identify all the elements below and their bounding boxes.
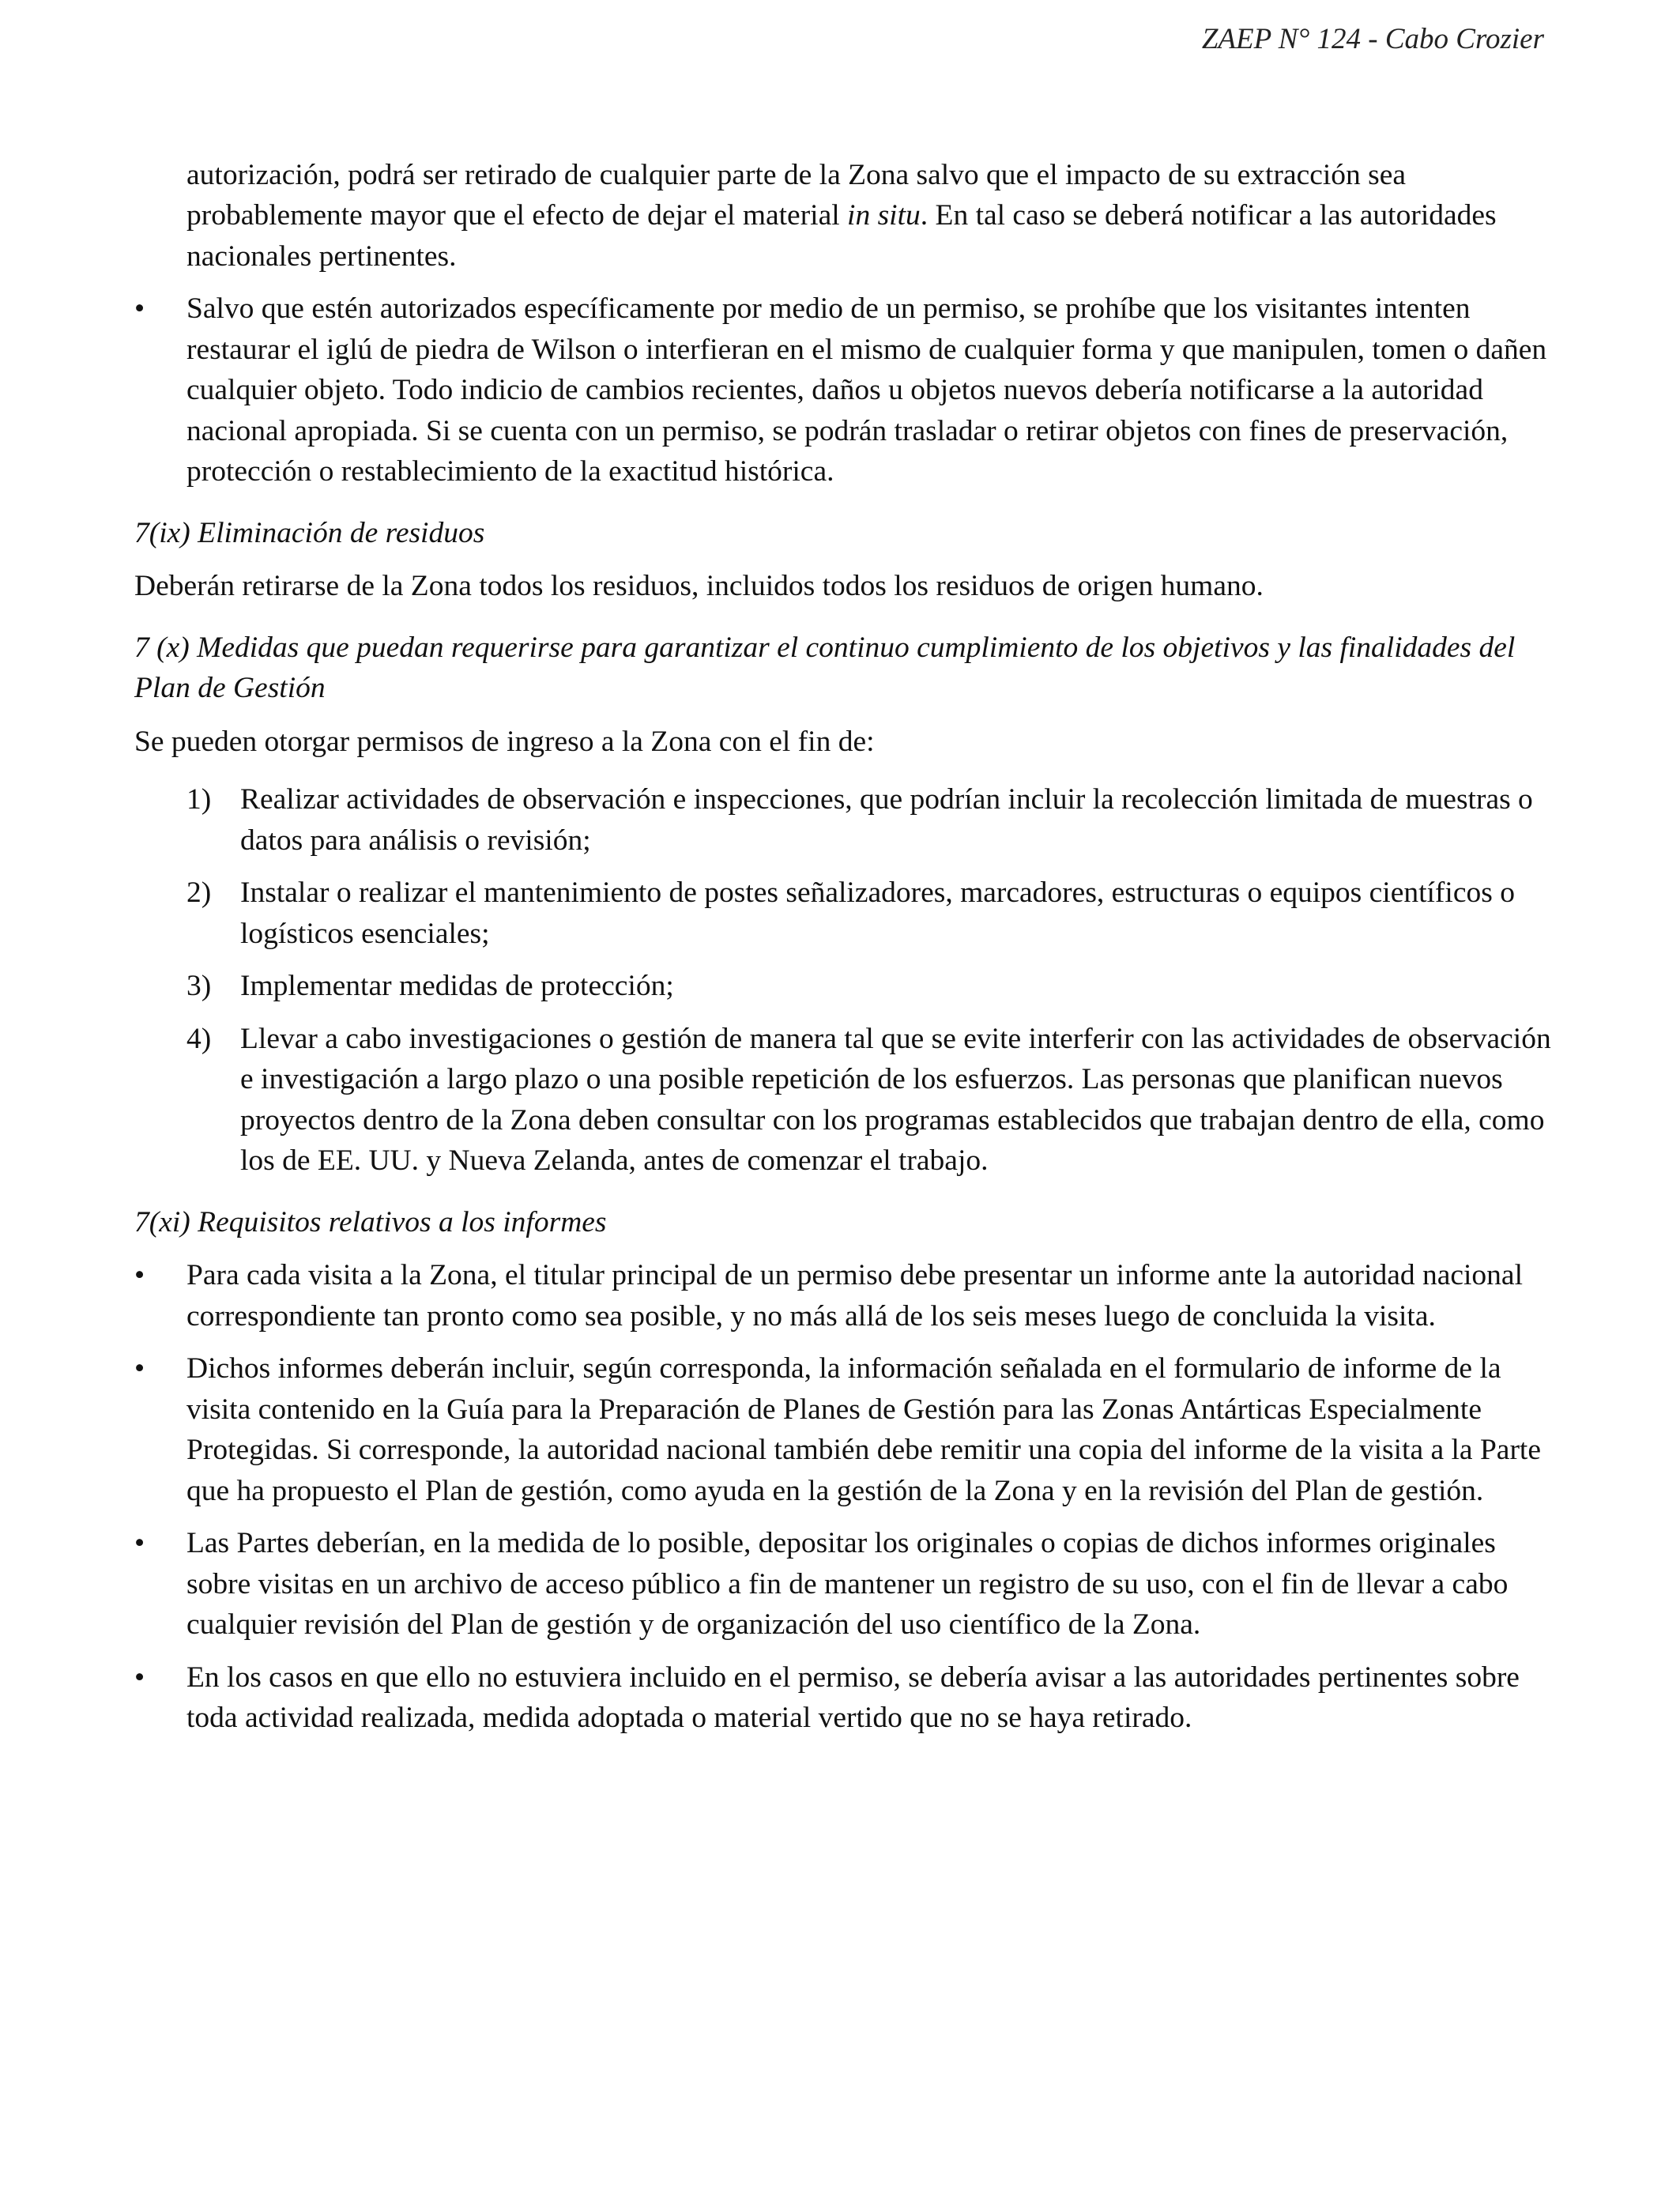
- bullet-text: En los casos en que ello no estuviera incluido en el permiso, se debería avisar a las autoridades pertinentes sobre toda actividad realizada, medida adoptada o material vertido que no se haya retirado.: [186, 1661, 1520, 1734]
- section-heading-x: 7 (x) Medidas que puedan requerirse para garantizar el continuo cumplimiento de los objetivos y las finalidades del Plan de Gestión: [134, 631, 1516, 704]
- item-number: 2): [186, 876, 212, 909]
- item-number: 1): [186, 783, 212, 816]
- document-body: [134, 125, 1557, 1751]
- item-number: 3): [186, 970, 212, 1002]
- bullet-icon: •: [134, 1527, 145, 1559]
- section-heading-ix: 7(ix) Eliminación de residuos: [134, 516, 485, 549]
- bullet-icon: •: [134, 1352, 145, 1385]
- bullet-text: Dichos informes deberán incluir, según corresponda, la información señalada en el formulario de informe de la visita contenido en la Guía para la Preparación de Planes de Gestión para las Zonas Antárticas Especialmente Protegidas. Si corresponde, la autoridad nacional también debe remitir una copia del informe de la visita a la Parte que ha propuesto el Plan de gestión, como ayuda en la gestión de la Zona y en la revisión del Plan de gestión.: [186, 1352, 1541, 1507]
- continued-text-pre: autorización, podrá ser retirado de cualquier parte de la Zona salvo que el impacto de su extracción sea probablemente mayor que el efecto de dejar el material: [186, 158, 1407, 232]
- numbered-item: [134, 873, 1557, 954]
- bullet-icon: •: [134, 292, 145, 325]
- bullet-item: [134, 1255, 1557, 1336]
- bullet-item: [134, 1348, 1557, 1511]
- bullet-item: [134, 1523, 1557, 1646]
- bullet-icon: •: [134, 1661, 145, 1694]
- bullet-item: [134, 1657, 1557, 1739]
- continued-text-post: . En tal caso se deberá notificar a las autoridades nacionales pertinentes.: [186, 199, 1497, 273]
- section-ix-paragraph: Deberán retirarse de la Zona todos los residuos, incluidos todos los residuos de origen humano.: [134, 570, 1264, 602]
- bullet-item-iglu: [134, 288, 1557, 492]
- item-text: Instalar o realizar el mantenimiento de postes señalizadores, marcadores, estructuras o equipos científicos o logísticos esenciales;: [240, 876, 1515, 950]
- bullet-text: Salvo que estén autorizados específicamente por medio de un permiso, se prohíbe que los visitantes intenten restaurar el iglú de piedra de Wilson o interfieran en el mismo de cualquier forma y que manipulen, tomen o dañen cualquier objeto. Todo indicio de cambios recientes, daños u objetos nuevos debería notificarse a la autoridad nacional apropiada. Si se cuenta con un permiso, se podrán trasladar o retirar objetos con fines de preservación, protección o restablecimiento de la exactitud histórica.: [186, 292, 1547, 488]
- item-text: Llevar a cabo investigaciones o gestión de manera tal que se evite interferir con las actividades de observación e investigación a largo plazo o una posible repetición de los esfuerzos. Las personas que planifican nuevos proyectos dentro de la Zona deben consultar con los programas establecidos que trabajan dentro de ella, como los de EE. UU. y Nueva Zelanda, antes de comenzar el trabajo.: [240, 1022, 1551, 1177]
- item-number: 4): [186, 1022, 212, 1055]
- section-x-intro: Se pueden otorgar permisos de ingreso a la Zona con el fin de:: [134, 725, 875, 758]
- section-heading-xi: 7(xi) Requisitos relativos a los informes: [134, 1205, 607, 1238]
- in-situ-term: in situ: [847, 199, 921, 232]
- running-header: ZAEP N° 124 - Cabo Crozier: [1201, 23, 1544, 55]
- item-text: Realizar actividades de observación e inspecciones, que podrían incluir la recolección limitada de muestras o datos para análisis o revisión;: [240, 783, 1533, 857]
- bullet-icon: •: [134, 1259, 145, 1291]
- numbered-item: [134, 779, 1557, 861]
- item-text: Implementar medidas de protección;: [240, 970, 674, 1002]
- numbered-item: [134, 1019, 1557, 1182]
- continued-bullet-text: [186, 155, 1557, 277]
- bullet-text: Las Partes deberían, en la medida de lo posible, depositar los originales o copias de dichos informes originales sobre visitas en un archivo de acceso público a fin de mantener un registro de su uso, con el fin de llevar a cabo cualquier revisión del Plan de gestión y de organización del uso científico de la Zona.: [186, 1527, 1509, 1641]
- numbered-item: [134, 966, 1557, 1007]
- bullet-text: Para cada visita a la Zona, el titular principal de un permiso debe presentar un informe ante la autoridad nacional correspondiente tan pronto como sea posible, y no más allá de los seis meses luego de concluida la visita.: [186, 1259, 1523, 1333]
